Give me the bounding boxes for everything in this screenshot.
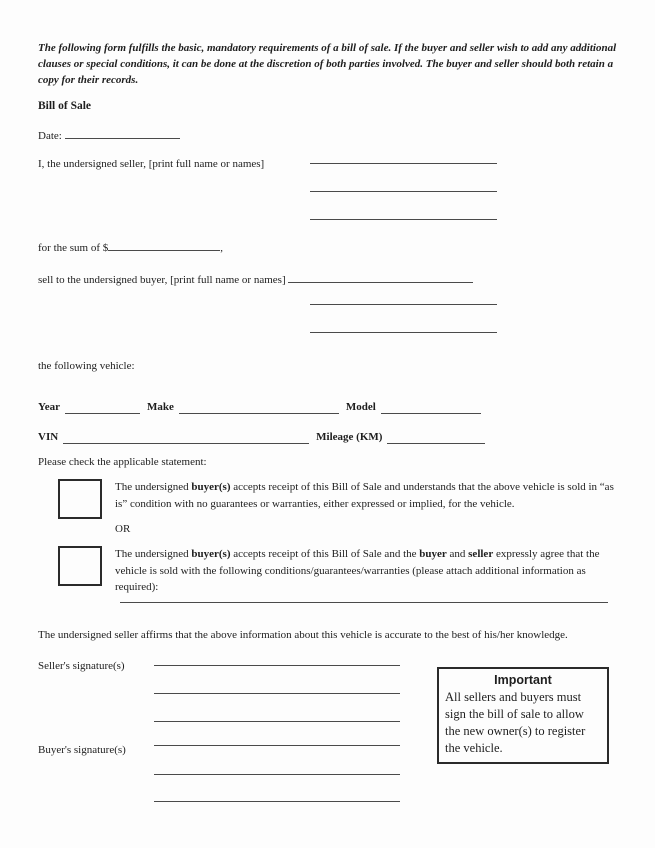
year-label: Year bbox=[38, 401, 60, 413]
mileage-label: Mileage (KM) bbox=[316, 431, 383, 443]
buyer-signature-label: Buyer's signature(s) bbox=[38, 743, 126, 756]
vehicle-prompt: the following vehicle: bbox=[38, 360, 135, 372]
vin-blank-line bbox=[63, 441, 309, 444]
buyer-name-row bbox=[38, 271, 620, 333]
buyer-signature-line-2 bbox=[154, 746, 400, 775]
seller-signature-label: Seller's signature(s) bbox=[38, 659, 125, 672]
sum-prompt: for the sum of $ bbox=[38, 242, 109, 254]
statement-instruction: Please check the applicable statement: bbox=[38, 456, 207, 468]
important-title: Important bbox=[494, 673, 552, 687]
seller-signature-line-2 bbox=[154, 666, 400, 694]
buyer-prompt: sell to the undersigned buyer, [print full name or names] bbox=[38, 274, 286, 286]
page-title: Bill of Sale bbox=[38, 100, 92, 112]
date-field-row bbox=[38, 127, 620, 144]
wc-seg4: buyer bbox=[419, 548, 447, 560]
buyer-signature-line-3 bbox=[154, 775, 400, 802]
sum-comma: , bbox=[220, 242, 224, 254]
seller-prompt: I, the undersigned seller, [print full name or names] bbox=[38, 158, 265, 170]
seller-name-line-2 bbox=[310, 164, 497, 192]
wc-seg6: seller bbox=[468, 548, 494, 560]
wc-seg5: and bbox=[446, 548, 469, 560]
seller-signature-lines bbox=[154, 658, 400, 722]
wc-seg3: accepts receipt of this Bill of Sale and the bbox=[230, 548, 420, 560]
seller-signature-line-3 bbox=[154, 694, 400, 722]
as-is-checkbox[interactable] bbox=[58, 479, 102, 519]
as-is-seg3: accepts receipt of this Bill of Sale and understands that the above vehicle is sold in “as is” condition with no guarantees or warranties, either expressed or implied, for the vehicle. bbox=[115, 481, 614, 510]
important-body: All sellers and buyers must sign the bill of sale to allow the new owner(s) to register the vehicle. bbox=[445, 690, 586, 755]
date-blank-line bbox=[65, 127, 180, 139]
mileage-blank-line bbox=[387, 441, 485, 444]
sum-blank-line bbox=[108, 239, 220, 251]
as-is-seg2: buyer(s) bbox=[191, 481, 231, 493]
buyer-signature-lines bbox=[154, 742, 400, 802]
buyer-name-line-3 bbox=[310, 305, 497, 333]
buyer-name-line-2 bbox=[310, 288, 497, 305]
model-blank-line bbox=[381, 411, 481, 414]
make-label: Make bbox=[147, 401, 174, 413]
buyer-name-lines bbox=[310, 288, 497, 333]
make-blank-line bbox=[179, 411, 339, 414]
wc-seg2: buyer(s) bbox=[191, 548, 231, 560]
year-make-model-row bbox=[38, 400, 620, 415]
wc-seg7: expressly agree that the vehicle is sold with the following conditions/guarantees/warranties (please attach additional information as required): bbox=[115, 548, 600, 593]
as-is-statement-text bbox=[115, 479, 620, 512]
with-conditions-statement-row bbox=[38, 546, 620, 596]
or-separator: OR bbox=[115, 523, 131, 535]
important-notice-box bbox=[437, 667, 609, 764]
intro-paragraph: The following form fulfills the basic, mandatory requirements of a bill of sale. If the buyer and seller wish to add any additional clauses or special conditions, it can be done at the discretion of both parties involved. The buyer and seller should both retain a copy for their records. bbox=[38, 42, 617, 86]
conditions-blank-line bbox=[120, 596, 608, 603]
with-conditions-statement-text bbox=[115, 546, 620, 596]
seller-name-row bbox=[38, 156, 620, 220]
seller-name-lines bbox=[310, 156, 497, 220]
as-is-statement-row bbox=[38, 479, 620, 519]
wc-seg1: The undersigned bbox=[115, 548, 192, 560]
affirmation-text: The undersigned seller affirms that the above information about this vehicle is accurate to the best of his/her knowledge. bbox=[38, 628, 568, 641]
seller-name-line-1 bbox=[310, 156, 497, 164]
model-label: Model bbox=[345, 401, 376, 413]
date-label: Date: bbox=[38, 130, 62, 142]
vin-label: VIN bbox=[38, 431, 59, 443]
year-blank-line bbox=[65, 411, 140, 414]
seller-signature-line-1 bbox=[154, 658, 400, 666]
as-is-seg1: The undersigned bbox=[115, 481, 192, 493]
vin-mileage-row bbox=[38, 430, 620, 445]
with-conditions-checkbox[interactable] bbox=[58, 546, 102, 586]
sum-field-row bbox=[38, 239, 620, 257]
seller-name-line-3 bbox=[310, 192, 497, 220]
buyer-name-line-1 bbox=[288, 271, 473, 283]
